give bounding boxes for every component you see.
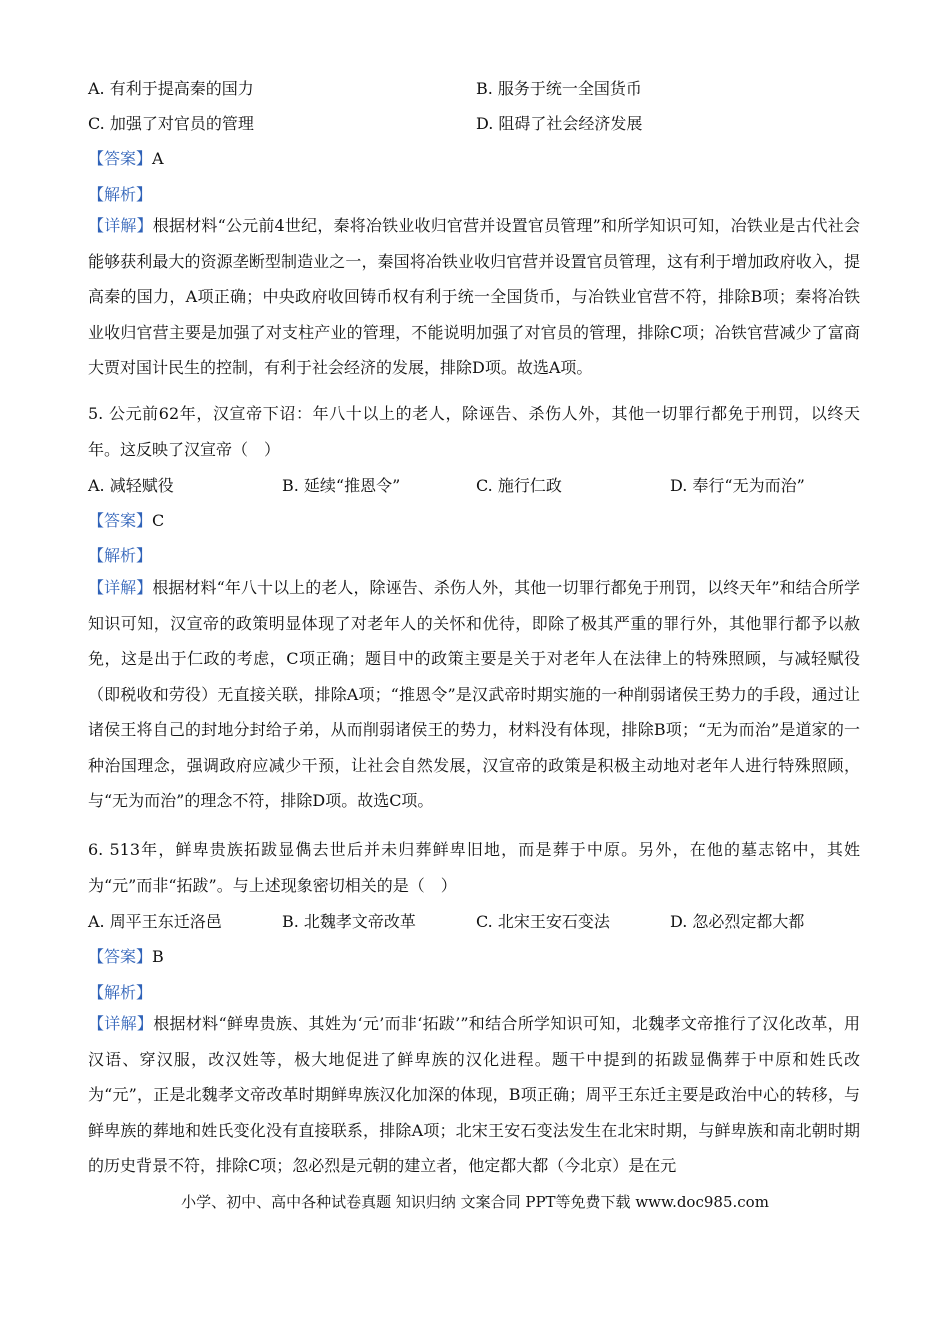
answer-label: 【答案】	[88, 149, 153, 168]
options-row	[88, 76, 868, 100]
option-d: D. 奉行“无为而治”	[670, 476, 805, 495]
option-b: B. 北魏孝文帝改革	[282, 912, 416, 931]
answer-line	[88, 944, 868, 967]
options-row	[88, 473, 868, 497]
detail-label: 【详解】	[88, 1014, 154, 1033]
option-c: C. 施行仁政	[476, 476, 562, 495]
option-b: B. 服务于统一全国货币	[476, 79, 642, 98]
option-a: A. 有利于提高秦的国力	[88, 79, 254, 98]
answer-label: 【答案】	[88, 947, 153, 966]
analysis-label: 【解析】	[88, 983, 153, 1002]
analysis-label: 【解析】	[88, 185, 153, 204]
answer-line	[88, 146, 868, 169]
analysis-line	[88, 182, 868, 205]
detail-label: 【详解】	[88, 578, 153, 597]
question-stem: 6. 513年，鲜卑贵族拓跋显儁去世后并未归葬鲜卑旧地，而是葬于中原。另外，在他的墓志铭中，其姓为“元”而非“拓跋”。与上述现象密切相关的是（ ）	[88, 840, 860, 895]
option-b: B. 延续“推恩令”	[282, 476, 401, 495]
analysis-line	[88, 543, 868, 566]
answer-value: B	[152, 947, 164, 966]
detail-paragraph	[88, 1006, 860, 1184]
detail-text: 根据材料“鲜卑贵族、其姓为‘元’而非‘拓跋’”和结合所学知识可知，北魏孝文帝推行了汉化改革，用汉语、穿汉服，改汉姓等，极大地促进了鲜卑族的汉化进程。题干中提到的拓跋显儁葬于中原和姓氏改为“元”，正是北魏孝文帝改革时期鲜卑族汉化加深的体现，B项正确；周平王东迁主要是政治中心的转移，与鲜卑族的葬地和姓氏变化没有直接联系，排除A项；北宋王安石变法发生在北宋时期，与鲜卑族和南北朝时期的历史背景不符，排除C项；忽必烈是元朝的建立者，他定都大都（今北京）是在元	[88, 1014, 860, 1175]
question-stem: 5. 公元前62年，汉宣帝下诏：年八十以上的老人，除诬告、杀伤人外，其他一切罪行都免于刑罚，以终天年。这反映了汉宣帝（ ）	[88, 404, 860, 459]
detail-paragraph	[88, 208, 860, 386]
detail-text: 根据材料“年八十以上的老人，除诬告、杀伤人外，其他一切罪行都免于刑罚，以终天年”和结合所学知识可知，汉宣帝的政策明显体现了对老年人的关怀和优待，即除了极其严重的罪行外，其他罪行都予以赦免，这是出于仁政的考虑，C项正确；题目中的政策主要是关于对老年人在法律上的特殊照顾，与减轻赋役（即税收和劳役）无直接关联，排除A项；“推恩令”是汉武帝时期实施的一种削弱诸侯王势力的手段，通过让诸侯王将自己的封地分封给子弟，从而削弱诸侯王的势力，材料没有体现，排除B项；“无为而治”是道家的一种治国理念，强调政府应减少干预，让社会自然发展，汉宣帝的政策是积极主动地对老年人进行特殊照顾，与“无为而治”的理念不符，排除D项。故选C项。	[88, 578, 860, 810]
page-footer: 小学、初中、高中各种试卷真题 知识归纳 文案合同 PPT等免费下载 www.doc985.com	[181, 1193, 769, 1211]
answer-line	[88, 508, 868, 531]
option-c: C. 北宋王安石变法	[476, 912, 610, 931]
detail-text: 根据材料“公元前4世纪，秦将冶铁业收归官营并设置官员管理”和所学知识可知，冶铁业是古代社会能够获利最大的资源垄断型制造业之一，秦国将冶铁业收归官营并设置官员管理，这有利于增加政府收入，提高秦的国力，A项正确；中央政府收回铸币权有利于统一全国货币，与冶铁业官营不符，排除B项；秦将冶铁业收归官营主要是加强了对支柱产业的管理，不能说明加强了对官员的管理，排除C项；冶铁官营减少了富商大贾对国计民生的控制，有利于社会经济的发展，排除D项。故选A项。	[88, 216, 860, 377]
answer-value: A	[152, 149, 164, 168]
analysis-label: 【解析】	[88, 546, 153, 565]
option-d: D. 阻碍了社会经济发展	[476, 114, 643, 133]
analysis-line	[88, 980, 868, 1003]
option-a: A. 减轻赋役	[88, 476, 174, 495]
option-c: C. 加强了对官员的管理	[88, 114, 254, 133]
answer-label: 【答案】	[88, 511, 153, 530]
option-d: D. 忽必烈定都大都	[670, 912, 805, 931]
option-a: A. 周平王东迁洛邑	[88, 912, 222, 931]
answer-value: C	[152, 511, 165, 530]
detail-label: 【详解】	[88, 216, 153, 235]
detail-paragraph	[88, 570, 860, 819]
options-row	[88, 111, 868, 135]
options-row	[88, 909, 868, 933]
